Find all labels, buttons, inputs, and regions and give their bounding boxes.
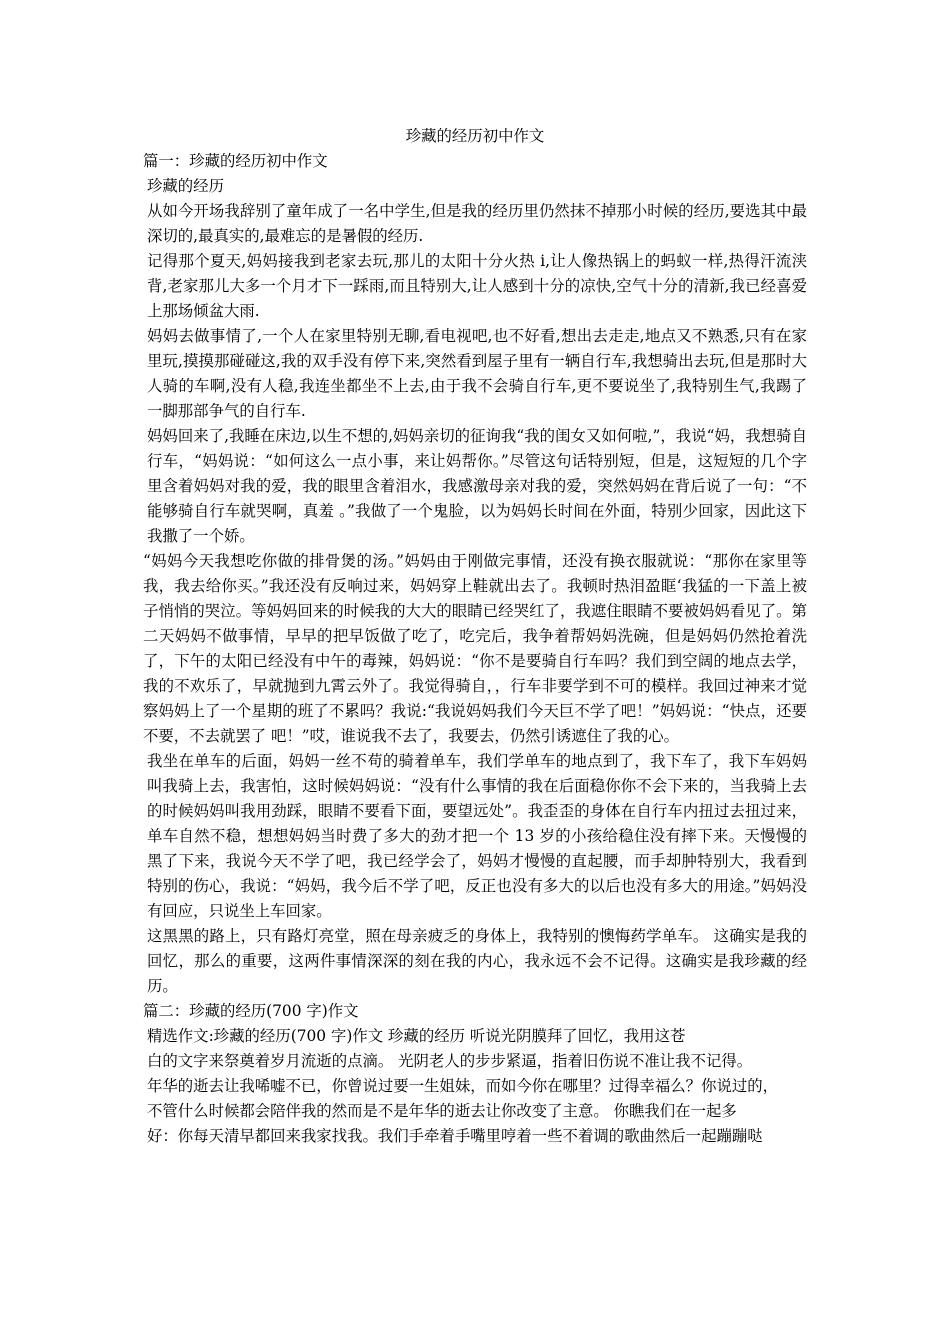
section-1-subtitle: 珍藏的经历 xyxy=(147,177,224,195)
section-2-heading: 篇二：珍藏的经历(700 字)作文 xyxy=(143,1002,359,1020)
section-2-line: 好：你每天清早都回来我家找我。我们手牵着手嘴里哼着一些不着调的歌曲然后一起蹦蹦哒 xyxy=(147,1127,763,1145)
section-1-heading: 篇一：珍藏的经历初中作文 xyxy=(143,152,328,170)
section-1-paragraph: 我坐在单车的后面，妈妈一丝不苟的骑着单车，我们学单车的地点到了，我下车了，我下车妈妈叫我骑上去，我害怕，这时候妈妈说：“没有什么事情的我在后面稳你你不会下来的，当我骑上去的时候妈妈叫我用劲踩，眼睛不要看下面，要望远处”。我歪歪的身体在自行车内扭过去扭过来，单车自然不稳，想想妈妈当时费了多大的劲才把一个 13 岁的小孩给稳住没有摔下来。天慢慢的黑了下来，我说今天不学了吧，我已经学会了，妈妈才慢慢的直起腰，而手却肿特别大，我看到特别的伤心，我说：“妈妈，我今后不学了吧，反正也没有多大的以后也没有多大的用途。”妈妈没有回应，只说坐上车回家。 xyxy=(147,752,807,920)
section-2-line: 精选作文:珍藏的经历(700 字)作文 珍藏的经历 听说光阴膜拜了回忆，我用这苍 xyxy=(147,1027,686,1045)
section-1-paragraph: 妈妈去做事情了,一个人在家里特别无聊,看电视吧,也不好看,想出去走走,地点又不熟悉,只有在家里玩,摸摸那碰碰这,我的双手没有停下来,突然看到屋子里有一辆自行车,我想骑出去玩,但是那时大人骑的车啊,没有人稳,我连坐都坐不上去,由于我不会骑自行车,更不要说坐了,我特别生气,我踢了一脚那部争气的自行车. xyxy=(147,327,807,420)
section-2-line: 年华的逝去让我唏嘘不已，你曾说过要一生姐妹，而如今你在哪里？过得幸福么？你说过的， xyxy=(147,1077,779,1095)
document-body xyxy=(143,124,807,1149)
section-1-paragraph: 从如今开场我辞别了童年成了一名中学生,但是我的经历里仍然抹不掉那小时候的经历,要选其中最深切的,最真实的,最难忘的是暑假的经历. xyxy=(147,202,807,245)
section-1-paragraph: 记得那个夏天,妈妈接我到老家去玩,那儿的太阳十分火热 i,让人像热锅上的蚂蚁一样,热得汗流浃背,老家那儿大多一个月才下一踩雨,而且特别大,让人感到十分的凉快,空气十分的清新,我已经喜爱上那场倾盆大雨. xyxy=(147,252,807,320)
document-title: 珍藏的经历初中作文 xyxy=(405,127,545,145)
section-1-paragraph: 妈妈回来了,我睡在床边,以生不想的,妈妈亲切的征询我“我的闺女又如何啦,”，我说“妈，我想骑自行车，“妈妈说：“如何这么一点小事，来让妈帮你。”尽管这句话特别短，但是，这短短的几个字里含着妈妈对我的爱，我的眼里含着泪水，我感激母亲对我的爱，突然妈妈在背后说了一句：“不能够骑自行车就哭啊，真羞 。”我做了一个鬼脸，以为妈妈长时间在外面，特别少回家，因此这下我撒了一个娇。 xyxy=(147,427,807,545)
section-1-paragraph: “妈妈今天我想吃你做的排骨煲的汤。”妈妈由于刚做完事情，还没有换衣服就说：“那你在家里等我，我去给你买。”我还没有反响过来，妈妈穿上鞋就出去了。我顿时热泪盈眶‘我猛的一下盖上被子悄悄的哭泣。等妈妈回来的时候我的大大的眼睛已经哭红了，我遮住眼睛不要被妈妈看见了。第二天妈妈不做事情，早早的把早饭做了吃了，吃完后，我争着帮妈妈洗碗，但是妈妈仍然抢着洗了，下午的太阳已经没有中午的毒辣，妈妈说：“你不是要骑自行车吗？我们到空阔的地点去学，我的不欢乐了，早就抛到九霄云外了。我觉得骑自，，行车非要学到不可的模样。我回过神来才觉察妈妈上了一个星期的班了不累吗？我说:“我说妈妈我们今天巨不学了吧！”妈妈说：“快点，还要不要，不去就罢了 吧！”哎，谁说我不去了，我要去，仍然引诱遮住了我的心。 xyxy=(143,552,807,745)
section-2-line: 不管什么时候都会陪伴我的然而是不是年华的逝去让你改变了主意。 你瞧我们在一起多 xyxy=(147,1102,737,1120)
section-2-line: 白的文字来祭奠着岁月流逝的点滴。 光阴老人的步步紧逼，指着旧伤说不准让我不记得。 xyxy=(147,1052,753,1070)
section-1-paragraph: 这黑黑的路上，只有路灯亮堂，照在母亲疲乏的身体上，我特别的懊悔药学单车。 这确实是我的回忆，那么的重要，这两件事情深深的刻在我的内心，我永远不会不记得。这确实是我珍藏的经历。 xyxy=(147,927,807,995)
